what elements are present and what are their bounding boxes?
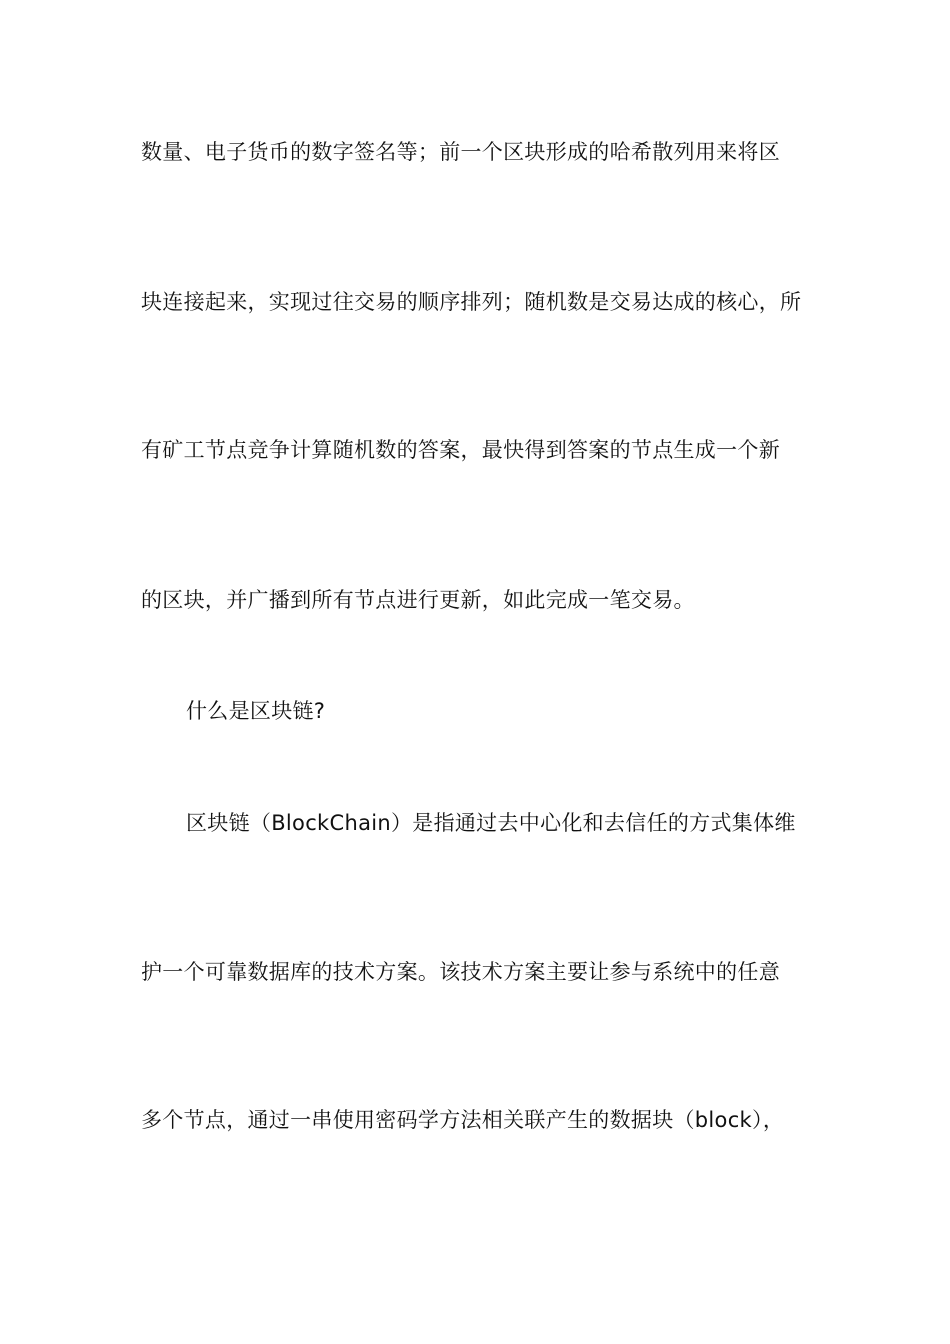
paragraph-line-2: 块连接起来，实现过往交易的顺序排列；随机数是交易达成的核心，所 [141, 290, 802, 314]
section-heading: 什么是区块链? [186, 699, 326, 723]
paragraph-line-6: 护一个可靠数据库的技术方案。该技术方案主要让参与系统中的任意 [141, 960, 780, 984]
paragraph-line-1: 数量、电子货币的数字签名等；前一个区块形成的哈希散列用来将区 [141, 140, 780, 164]
paragraph-line-4: 的区块，并广播到所有节点进行更新，如此完成一笔交易。 [141, 588, 695, 612]
paragraph-line-5: 区块链（BlockChain）是指通过去中心化和去信任的方式集体维 [186, 811, 796, 835]
paragraph-line-3: 有矿工节点竞争计算随机数的答案，最快得到答案的节点生成一个新 [141, 438, 780, 462]
paragraph-line-7: 多个节点，通过一串使用密码学方法相关联产生的数据块（block）， [141, 1108, 785, 1132]
